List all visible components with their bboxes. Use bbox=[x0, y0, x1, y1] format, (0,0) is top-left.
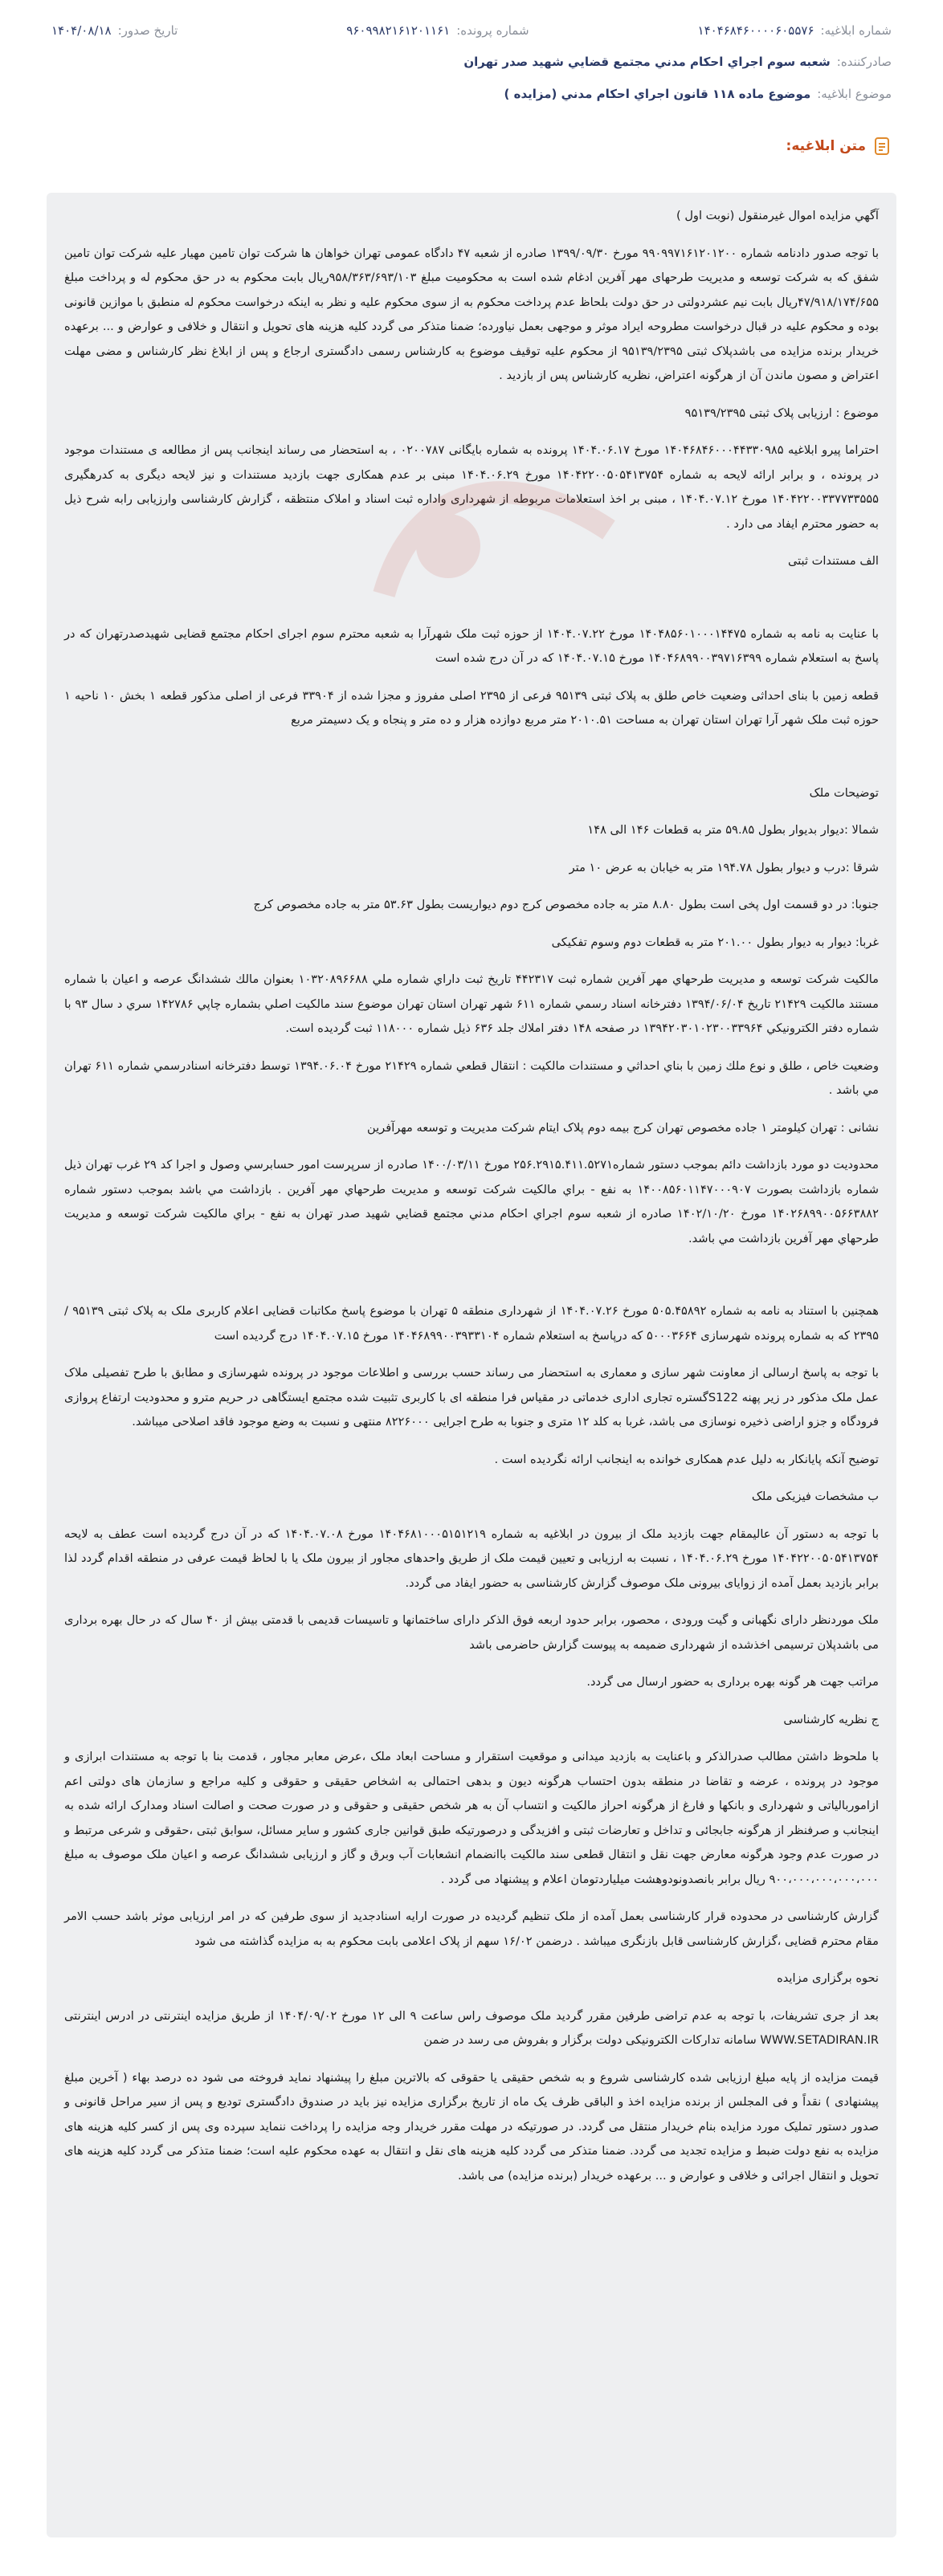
paragraph-urban-planning: با توجه به پاسخ ارسالی از معاونت شهر سازی و معماری به استحضار می رساند حسب بررسی و اطلاعات موجود در پرونده شهرسازی و مطابق با طرح تفصیلی ملاک عمل ملک مذکور در زیر پهنه S122گستره تجاری اداری خدماتی در مقیاس فرا منطقه ای با کاربری تثبیت شده مجتمع ایستگاهی در حریم مترو و محدودیت ارتفاع پروازی فرودگاه و جزو اراضی ذخیره نوسازی می باشد، غربا به کلد ۱۲ متری و جنوبا به طرح اجرایی ۸۲۲۶۰۰۰ منتهی و نسبت به وضع موجود فاقد اصلاحی میباشد. bbox=[64, 1366, 879, 1429]
paragraph-auction-terms: قیمت مزایده از پایه مبلغ ارزیابی شده کارشناسی شروع و به شخص حقیقی یا حقوقی که بالاترین مبلغ را پیشنهاد نماید فروخته می شود ده درصد بهاء ( آخرین مبلغ پیشنهادی ) نقداً و فی المجلس از برنده مزایده اخذ و الباقی ظرف یک ماه از تاریخ برگزاری مزایده نیز باید در صندوق دادگستری تودیع و پس از سیر مراحل قانونی و صدور دستور تملیک مورد مزایده بنام خریدار منتقل می گردد. در صورتیکه در مهلت مقرر خریدار وجه مزایده را پرداخت ننماید سپرده وی پس از کسر کلیه هزینه های مزایده به نفع دولت ضبط و مزایده تجدید می گردد. ضمنا متذکر می گردد کلیه هزینه های نقل و انتقال به عهده محکوم علیه است؛ ضمنا متذکر می گردد کلیه هزینه های تحویل و انتقال اجرائی و خلافی و عوارض و ... برعهده خریدار (برنده مزایده) می باشد. bbox=[64, 2070, 879, 2183]
paragraph-report-scope: گزارش کارشناسی در محدوده قرار کارشناسی بعمل آمده از ملک تنظیم گردیده در صورت ارایه اسنادجدید از سوی طرفین که در امر ارزیابی موثر باشد حسب الامر مقام محترم قضایی ،گزارش کارشناسی قابل بازنگری میباشد . درضمن ۱۶/۰۲ سهم از پلاک اعلامی بابت محکوم به به مزایده گذاشته می شود bbox=[64, 1910, 879, 1948]
spacer bbox=[64, 587, 879, 622]
case-number-value: ۹۶۰۹۹۸۲۱۶۱۲۰۱۱۶۱ bbox=[346, 23, 451, 38]
issuer-value: شعبه سوم اجراي احكام مدني مجتمع قضايي شهيد صدر تهران bbox=[463, 55, 831, 69]
paragraph-subject: موضوع : ارزیابی پلاک ثبتی ۹۵۱۳۹/۲۳۹۵ bbox=[684, 406, 879, 420]
paragraph-submission: مراتب جهت هر گونه بهره برداری به حضور ارسال می گردد. bbox=[586, 1675, 879, 1689]
paragraph-expert-intro: احتراما پیرو ابلاغیه ۱۴۰۴۶۸۴۶۰۰۰۴۴۳۳۰۹۸۵ مورخ ۱۴۰۴.۰۶.۱۷ پرونده به شماره بایگانی ۰۲۰۰۷۸۷ ، به استحضار می رساند اینجانب پس از مطالعه ی مستندات موجود در پرونده ، و برابر ارائه لایحه به شماره ۱۴۰۴۲۲۰۰۵۰۵۴۱۳۷۵۴ مورخ ۱۴۰۴.۰۶.۲۹ مبنی بر عدم همکاری جهت بازدید مستندات و نیز لایحه دیگری به کدرهگیری ۱۴۰۴۲۲۰۰۳۳۷۷۳۳۵۵۵ مورخ ۱۴۰۴.۰۷.۱۲ ، مبنی بر اخذ استعلامات مربوطه از شهرداری واداره ثبت اسناد و املاک منتظقه ، گزارش کارشناسی وارزیابی رابه شرح ذیل به حضور محترم ایفاد می دارد . bbox=[64, 443, 879, 531]
issue-date-label: تاریخ صدور: bbox=[117, 23, 178, 38]
heading-auction-procedure: نحوه برگزاری مزایده bbox=[777, 1971, 879, 1985]
paragraph-judgment: با توجه صدور دادنامه شماره ۹۹۰۹۹۷۱۶۱۲۰۱۲۰۰ مورخ ۱۳۹۹/۰۹/۳۰ صادره از شعبه ۴۷ دادگاه عمومی تهران خواهان ها شرکت توان تامین مهیار علیه شرکت توان تامین شفق که به شرکت توسعه و مدیریت طرحهای مهر آفرین ادغام شده است به محکومیت مبلغ ۹۵۸/۳۶۳/۶۹۳/۱۰۳ریال بابت محکوم به در حق محکوم له و پرداخت مبلغ ۴۷/۹۱۸/۱۷۴/۶۵۵ریال بابت نیم عشردولتی در حق دولت بلحاظ عدم پرداخت محکوم به از سوی محکوم علیه و نظر به اینکه درخواست محکوم له منطبق با موازین قانونی بوده و محکوم علیه در قبال درخواست مطروحه ایراد موثر و موجهی بعمل نیاورده؛ ضمنا متذکر می گردد کلیه هزینه های تحویل و انتقال و خلافی و عوارض و ... برعهده خریدار برنده مزایده می باشدپلاک ثبتی ۹۵۱۳۹/۲۳۹۵ از محکوم علیه توقیف موضوع به کارشناس رسمی دادگستری ارجاع و پس از ابلاغ نظر کارشناس و مضی مهلت اعتراض و مصون ماندن آن از هرگونه اعتراض، نظریه کارشناس پس از بازدید . bbox=[64, 246, 880, 382]
subject-value: موضوع ماده ۱۱۸ قانون اجراي احكام مدني (مزايده ) bbox=[504, 87, 811, 101]
subject-label: موضوع ابلاغیه: bbox=[817, 87, 892, 101]
notice-title: آگهي مزايده اموال غيرمنقول (نوبت اول ) bbox=[676, 209, 879, 222]
notice-text-title: متن ابلاغیه: bbox=[786, 138, 866, 154]
boundary-west: غربا: دیوار به دیوار بطول ۲۰۱.۰۰ متر به قطعات دوم وسوم تفکیکی bbox=[551, 935, 879, 949]
paragraph-valuation: با ملحوظ داشتن مطالب صدرالذکر و باعنایت به بازدید میدانی و موقعیت استقرار و مساحت ابعاد ملک ،عرض معابر مجاور ، قدمت بنا با توجه به مستندات ابرازی و موجود در پرونده ، عرضه و تقاضا در منطقه بدون احتساب هرگونه دیون و بدهی احتمالی به اشخاص حقیقی و حقوقی و کلیه مراجع و سازمان های دولتی اعم ازاموربالیاتی و شهرداری و بانکها و فارغ از هرگونه احراز مالکیت و انتساب آن به هر شخص حقیقی و حقوقی و در صورت صحت و اصالت اسناد ومدارک ارائه شده به اینجانب و صرفنظر از هرگونه جابجائی و تداخل و تعارضات ثبتی و افزیدگی و درصورتیکه طبق قوانین جاری کشور و سایر مسائل، سوابق ثبتی ،حقوقی و شرعی مرتبط و در صورت عدم وجود هرگونه معارض جهت نقل و انتقال قطعی سند مالکیت باانضمام انشعابات آب وبرق و گاز و ارزیابی ششدانگ عرصه و اعیان ملک موصوف به مبلغ ۹۰۰،۰۰۰،۰۰۰،۰۰۰،۰۰۰ ریال برابر بانصدونودوهشت میلیاردتومان اعلام و پیشنهاد می گردد . bbox=[64, 1750, 879, 1886]
heading-registration-documents: الف مستندات ثبتی bbox=[787, 554, 879, 568]
paragraph-registry-letter: با عنایت به نامه به شماره ۱۴۰۴۸۵۶۰۱۰۰۰۱۴۴۷۵ مورخ ۱۴۰۴.۰۷.۲۲ از حوزه ثبت ملک شهرآرا به شعبه محترم سوم اجرای احکام مجتمع قضایی شهیدصدرتهران که در پاسخ به استعلام شماره ۱۴۰۴۶۸۹۹۰۰۳۹۷۱۶۳۹۹ مورخ ۱۴۰۴.۰۷.۱۵ که در آن درج شده است bbox=[64, 626, 879, 665]
paragraph-property-condition: ملک موردنظر دارای نگهبانی و گیت ورودی ، محصور، برابر حدود اربعه فوق الذکر دارای ساختمانها و تاسیسات قدیمی با قدمتی بیش از ۴۰ سال که در حال بهره برداری می باشدپلان ترسیمی اخذشده از شهرداری ضمیمه به پیوست گزارش حاضرمی باشد bbox=[64, 1613, 879, 1652]
issuer-row bbox=[51, 43, 892, 80]
case-number bbox=[346, 23, 529, 38]
heading-property-description: توضیحات ملک bbox=[809, 785, 879, 800]
boundary-north: شمالا :دیوار بدیوار بطول ۵۹.۸۵ متر به قطعات ۱۴۶ الی ۱۴۸ bbox=[587, 823, 879, 837]
paragraph-seizures: محدوديت دو مورد بازداشت دائم بموجب دستور شماره۲۵۶.۲۹۱۵.۴۱۱.۵۲۷۱ مورخ ۱۴۰۰/۰۳/۱۱ صادره از سرپرست امور حسابرسي وصول و اجرا كد ۲۹ غرب تهران ذيل شماره بازداشت بصورت ۱۴۰۰۸۵۶۰۱۱۴۷۰۰۰۹۰۷ به نفع - براي مالكيت شركت توسعه و مديريت طرحهاي مهر آفرين . بازداشت مي باشد بموجب دستور شماره ۱۴۰۲۶۸۹۹۰۰۵۶۶۳۸۸۲ مورخ ۱۴۰۲/۱۰/۲۰ صادره از شعبه سوم اجراي احكام مدني مجتمع قضايي شهيد صدر تهران به نفع - براي مالكيت شركت توسعه و مديريت طرحهاي مهر آفرين بازداشت مي باشد. bbox=[64, 1158, 879, 1245]
notice-number-label: شماره ابلاغیه: bbox=[820, 23, 892, 38]
paragraph-land-plot: قطعه زمین با بنای احداثی وضعیت خاص طلق به پلاک ثبتی ۹۵۱۳۹ فرعی از ۲۳۹۵ اصلی مفروز و مجزا شده از ۳۳۹۰۴ فرعی از اصلی مذکور قطعه ۱ بخش ۱۰ ناحیه ۱ حوزه ثبت ملک شهر آرا تهران استان تهران به مساحت ۲۰۱۰.۵۱ متر مربع دوازده هزار و ده متر و پنجاه و یک دسیمتر مربع bbox=[64, 688, 879, 727]
spacer bbox=[64, 746, 879, 781]
notice-text-header bbox=[51, 132, 892, 161]
paragraph-auction-time: بعد از جری تشریفات، با توجه به عدم تراضی طرفین مقرر گردید ملک موصوف راس ساعت ۹ الی ۱۲ مورخ ۱۴۰۴/۰۹/۰۲ از طریق مزایده اینترنتی در ادرس اینترنتی WWW.SETADIRAN.IR سامانه تدارکات الکترونیکی دولت برگزار و بفروش می رسد در ضمن bbox=[64, 2008, 879, 2047]
spacer bbox=[64, 1264, 879, 1299]
issuer-label: صادرکننده: bbox=[836, 55, 892, 69]
heading-physical-specs: ب مشخصات فیزیکی ملک bbox=[751, 1490, 879, 1503]
notice-number-value: ۱۴۰۴۶۸۴۶۰۰۰۰۶۰۵۵۷۶ bbox=[697, 23, 814, 38]
boundary-east: شرقا :درب و دیوار بطول ۱۹۴.۷۸ متر به خیابان به عرض ۱۰ متر bbox=[569, 860, 879, 874]
heading-expert-opinion: ج نظریه کارشناسی bbox=[783, 1712, 879, 1726]
subject-row bbox=[51, 80, 892, 108]
metadata-row bbox=[51, 18, 892, 43]
boundary-south: جنوبا: در دو قسمت اول پخی است بطول ۸.۸۰ متر به جاده مخصوص کرج دوم دیواریست بطول ۵۳.۶۳ متر به جاده مخصوص کرج bbox=[253, 898, 879, 911]
notice-number bbox=[698, 23, 892, 38]
issue-date-value: ۱۴۰۴/۰۸/۱۸ bbox=[51, 23, 112, 38]
paragraph-inspection: با توجه به دستور آن عالیمقام جهت بازدید ملک از بیرون در ابلاغیه به شماره ۱۴۰۴۶۸۱۰۰۰۵۱۵۱۲۱۹ مورخ ۱۴۰۴.۰۷.۰۸ که در آن درج گردیده است عطف به لایحه ۱۴۰۴۲۲۰۰۵۰۵۴۱۳۷۵۴ مورخ ۱۴۰۴.۰۶.۲۹ ، نسبت به ارزیابی و تعیین قیمت ملک از طریق واحدهای مجاور از بیرون ملک یا با لحاظ قیمت عرفی در منطقه اقدام گردد لذا برابر بازدید بعمل آمده از زوایای بیرونی ملک موصوف گزارش کارشناسی به حضور ایفاد می گردد. bbox=[64, 1526, 880, 1590]
case-number-label: شماره پرونده: bbox=[456, 23, 529, 38]
notice-metadata bbox=[0, 0, 943, 108]
paragraph-completion-note: توضیح آنکه پایانکار به دلیل عدم همکاری خوانده به اینجانب ارائه نگردیده است . bbox=[494, 1452, 879, 1466]
notice-body bbox=[47, 193, 896, 2537]
paragraph-address: نشانی : تهران کیلومتر ۱ جاده مخصوص تهران کرج بیمه دوم پلاک ایتام شرکت مدیریت و توسعه مهرآفرین bbox=[367, 1120, 879, 1135]
paragraph-ownership: مالکیت شرکت توسعه و مدیریت طرحهاي مهر آفرين شماره ثبت ۴۴۲۳۱۷ تاريخ ثبت داراي شماره ملي ۱۰۳۲۰۸۹۶۶۸۸ بعنوان مالك ششدانگ عرصه و اعيان با شماره مستند مالكيت ۲۱۴۲۹ تاريخ ۱۳۹۴/۰۶/۰۴ دفترخانه اسناد رسمي شماره ۶۱۱ شهر تهران استان تهران موضوع سند مالكيت اصلي بشماره چاپي ۱۴۲۷۸۶ سري د سال ۹۳ با شماره دفتر الكترونيكي ۱۳۹۴۲۰۳۰۱۰۲۳۰۰۳۳۹۶۴ در صفحه ۱۴۸ دفتر املاك جلد ۶۳۶ ذيل شماره ۱۱۸۰۰۰ ثبت گرديده است. bbox=[64, 972, 879, 1035]
document-icon bbox=[874, 137, 892, 156]
paragraph-municipality: همچنین با استناد به نامه به شماره ۵۰۵.۴۵۸۹۲ مورخ ۱۴۰۴.۰۷.۲۶ از شهرداری منطقه ۵ تهران با موضوع پاسخ مکاتبات قضایی اعلام کاربری ملک به پلاک ثبتی ۹۵۱۳۹ /۲۳۹۵ که به شماره پرونده شهرسازی ۵۰۰۰۳۶۶۴ که درپاسخ به استعلام شماره ۱۴۰۴۶۸۹۹۰۰۳۹۳۳۱۰۴ مورخ ۱۴۰۴.۰۷.۱۵ درج گردیده است bbox=[64, 1304, 879, 1343]
paragraph-status: وضعیت خاص ، طلق و نوع ملك زمين با بناي احداثي و مستندات مالكيت : انتقال قطعي شماره ۲۱۴۲۹ مورخ ۱۳۹۴.۰۶.۰۴ توسط دفترخانه اسنادرسمي شماره ۶۱۱ تهران مي باشد . bbox=[64, 1058, 879, 1097]
issue-date bbox=[51, 23, 178, 38]
